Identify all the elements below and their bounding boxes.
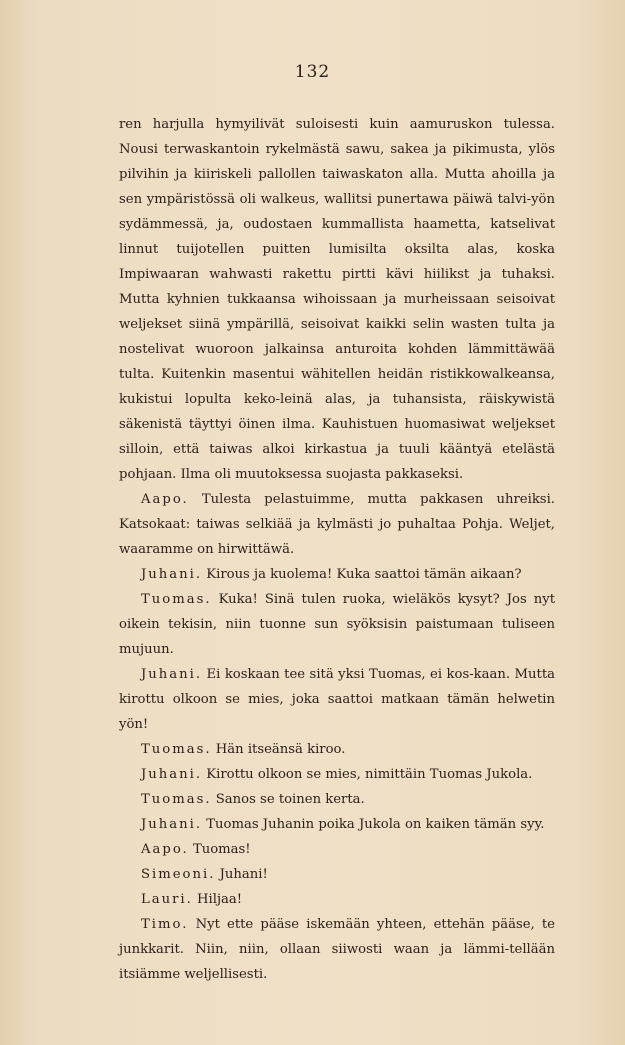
dialogue-line (119, 812, 555, 837)
dialogue-line (119, 912, 555, 987)
dialogue-text: Ei koskaan tee sitä yksi Tuomas, ei kos-kaan. Mutta kirottu olkoon se mies, joka saattoi matkaan tämän helwetin yön! (119, 667, 555, 732)
dialogue-text: Hiljaa! (197, 892, 243, 907)
dialogue-line (119, 487, 555, 562)
dialogue-line (119, 562, 555, 587)
dialogue-line (119, 787, 555, 812)
dialogue-line (119, 837, 555, 862)
speaker-name: Tuomas. (141, 592, 212, 607)
speaker-name: Juhani. (141, 767, 203, 782)
dialogue-text: Hän itseänsä kiroo. (215, 742, 346, 757)
speaker-name: Tuomas. (141, 792, 212, 807)
dialogue-text: Sanos se toinen kerta. (215, 792, 365, 807)
dialogue-text: Kirottu olkoon se mies, nimittäin Tuomas Jukola. (206, 767, 533, 782)
dialogue-line (119, 862, 555, 887)
dialogue-line (119, 737, 555, 762)
dialogue-text: Tulesta pelastuimme, mutta pakkasen uhreiksi. Katsokaat: taiwas selkiää ja kylmästi jo puhaltaa Pohja. Weljet, waaramme on hirwittäwä. (119, 492, 555, 557)
dialogue-text: Tuomas! (192, 842, 251, 857)
dialogue-text: Kirous ja kuolema! Kuka saattoi tämän aikaan? (206, 567, 522, 582)
speaker-name: Aapo. (141, 842, 189, 857)
paragraph-text: ren harjulla hymyilivät suloisesti kuin aamuruskon tulessa. Nousi terwaskantoin rykelmästä sawu, sakea ja pikimusta, ylös pilvihin ja kiiriskeli pallollen taiwaskaton alla. Mutta ahoilla ja sen ympäristössä oli walkeus, wallitsi punertawa päiwä talvi-yön sydämmessä, ja, oudostaen kummallista haametta, katselivat linnut tuijotellen puitten lumisilta oksilta alas, koska Impiwaaran wahwasti rakettu pirtti kävi hiilikst ja tuhaksi. Mutta kyhnien tukkaansa wihoissaan ja murheissaan seisoivat weljekset siinä ympärillä, seisoivat kaikki selin wasten tulta ja nostelivat wuoroon jalkainsa anturoita kohden lämmittäwää tulta. Kuitenkin masentui wähitellen heidän ristikkowalkeansa, kukistui lopulta keko-leinä alas, ja tuhansista, räiskywistä säkenistä täyttyi öinen ilma. Kauhistuen huomasiwat weljekset silloin, että taiwas alkoi kirkastua ja tuuli kääntyä etelästä pohjaan. Ilma oli muutoksessa suojasta pakkaseksi. (119, 117, 555, 482)
page-number: 132 (294, 62, 331, 82)
dialogue-text: Juhani! (219, 867, 268, 882)
dialogue-line (119, 887, 555, 912)
speaker-name: Juhani. (141, 667, 203, 682)
paragraph (119, 112, 555, 487)
speaker-name: Simeoni. (141, 867, 216, 882)
dialogue-text: Nyt ette pääse iskemään yhteen, ettehän pääse, te junkkarit. Niin, niin, ollaan siiwosti waan ja lämmi-tellään itsiämme weljellisesti. (119, 917, 555, 982)
dialogue-line (119, 762, 555, 787)
speaker-name: Juhani. (141, 817, 203, 832)
dialogue-line (119, 587, 555, 662)
body-text (119, 112, 555, 987)
speaker-name: Lauri. (141, 892, 193, 907)
dialogue-text: Tuomas Juhanin poika Jukola on kaiken tämän syy. (206, 817, 545, 832)
speaker-name: Aapo. (141, 492, 189, 507)
speaker-name: Tuomas. (141, 742, 212, 757)
speaker-name: Timo. (141, 917, 189, 932)
dialogue-text: Kuka! Sinä tulen ruoka, wieläkös kysyt? Jos nyt oikein tekisin, niin tuonne sun syöksisin paistumaan tuliseen mujuun. (119, 592, 555, 657)
speaker-name: Juhani. (141, 567, 203, 582)
dialogue-line (119, 662, 555, 737)
